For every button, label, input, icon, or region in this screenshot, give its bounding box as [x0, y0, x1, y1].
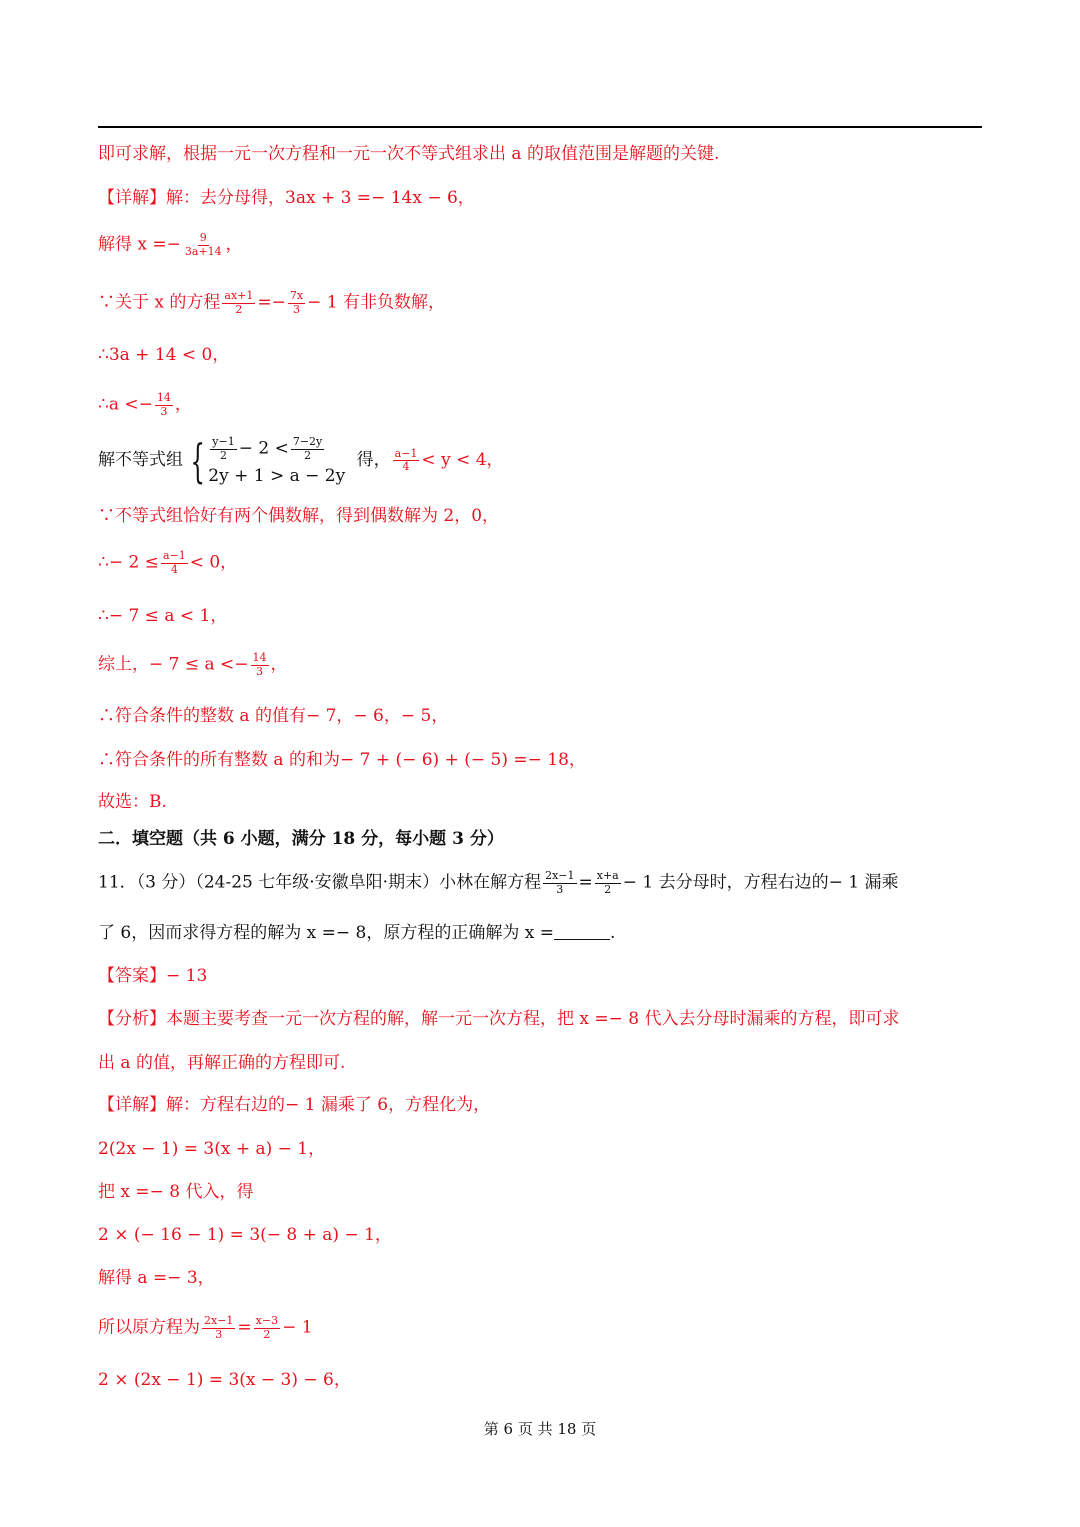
page-number-footer: 第 6 页 共 18 页 [483, 1420, 597, 1438]
answer-line: 【答案】− 13 [98, 966, 208, 986]
text-line: ∵不等式组恰好有两个偶数解，得到偶数解为 2，0， [98, 506, 500, 526]
fraction: $\frac{2x-1}{3}$ [204, 1314, 234, 1341]
fraction: $\frac{ax+1}{2}$ [224, 289, 254, 316]
text-line: 把 x =− 8 代入，得 [98, 1182, 254, 1202]
question-line: 了 6，因而求得方程的解为 x =− 8，原方程的正确解为 x = . [98, 923, 616, 943]
fraction: $\frac{x+a}{2}$ [596, 869, 619, 896]
text-line: 即可求解，根据一元一次方程和一元一次不等式组求出 a 的取值范围是解题的关键. [98, 144, 720, 164]
text-line: ∵关于 x 的方程 $\frac{ax+1}{2}$ =− $\frac{7x}{3}$ − 1 有非负数解， [98, 289, 445, 316]
text-line: ∴符合条件的所有整数 a 的和为− 7 + (− 6) + (− 5) =− 18， [98, 750, 586, 770]
header-rule [98, 126, 982, 128]
question-line: 11．（3 分）（24-25 七年级·安徽阜阳·期末）小林在解方程 $\frac{2x-1}{3}$ = $\frac{x+a}{2}$ − 1 去分母时，方程右边的− 1 漏乘 [98, 869, 899, 896]
text-line: 出 a 的值，再解正确的方程即可. [98, 1053, 346, 1073]
text-line: 2(2x − 1) = 3(x + a) − 1， [98, 1139, 326, 1159]
text-line: 2 × (− 16 − 1) = 3(− 8 + a) − 1， [98, 1225, 392, 1245]
inequality-system: { $\frac{y-1}{2}$ − 2 < $\frac{7-2y}{2}$ 2y + 1 > a − 2y [190, 433, 346, 488]
text-line: ∴3a + 14 < 0， [98, 345, 230, 365]
fraction: $\frac{14}{3}$ [252, 651, 267, 678]
text-line: 故选：B. [98, 792, 167, 812]
answer-blank [554, 939, 610, 940]
fraction: $\frac{2x-1}{3}$ [545, 869, 575, 896]
text-line: 所以原方程为 $\frac{2x-1}{3}$ = $\frac{x-3}{2}$ − 1 [98, 1314, 313, 1341]
fraction: $\frac{14}{3}$ [156, 391, 171, 418]
fraction: $\frac{a-1}{4}$ [162, 549, 186, 576]
inequality-system-line: 解不等式组 { $\frac{y-1}{2}$ − 2 < $\frac{7-2y}{2}$ 2y + 1 > a − 2y 得， $\frac{a-1}{4}$ < y < 4， [98, 433, 504, 488]
section-heading: 二．填空题（共 6 小题，满分 18 分，每小题 3 分） [98, 829, 504, 849]
text-line: ∴a <− $\frac{14}{3}$ ， [98, 391, 192, 418]
fraction: $\frac{9}{3a+14}$ [184, 231, 222, 258]
text-line: 2 × (2x − 1) = 3(x − 3) − 6， [98, 1370, 351, 1390]
text-line: ∴− 2 ≤ $\frac{a-1}{4}$ < 0， [98, 549, 238, 576]
text-line: 解得 x =− $\frac{9}{3a+14}$ ， [98, 231, 243, 258]
fraction: $\frac{x-3}{2}$ [255, 1314, 279, 1341]
text-line: ∴− 7 ≤ a < 1， [98, 606, 228, 626]
text-line: 【详解】解：去分母得，3ax + 3 =− 14x − 6， [98, 188, 475, 208]
fraction: $\frac{a-1}{4}$ [394, 446, 418, 474]
text-line: 综上，− 7 ≤ a <− $\frac{14}{3}$ ， [98, 651, 288, 678]
brace-icon: { [190, 433, 205, 488]
fraction: $\frac{7x}{3}$ [289, 289, 304, 316]
text-line: 【详解】解：方程右边的− 1 漏乘了 6，方程化为， [98, 1095, 491, 1115]
fraction: $\frac{7-2y}{2}$ [292, 435, 323, 462]
text-line: ∴符合条件的整数 a 的值有− 7，− 6，− 5， [98, 706, 449, 726]
fraction: $\frac{y-1}{2}$ [212, 435, 235, 462]
text-line: 解得 a =− 3， [98, 1268, 215, 1288]
analysis-line: 【分析】本题主要考查一元一次方程的解，解一元一次方程，把 x =− 8 代入去分母时漏乘的方程，即可求 [98, 1009, 900, 1029]
